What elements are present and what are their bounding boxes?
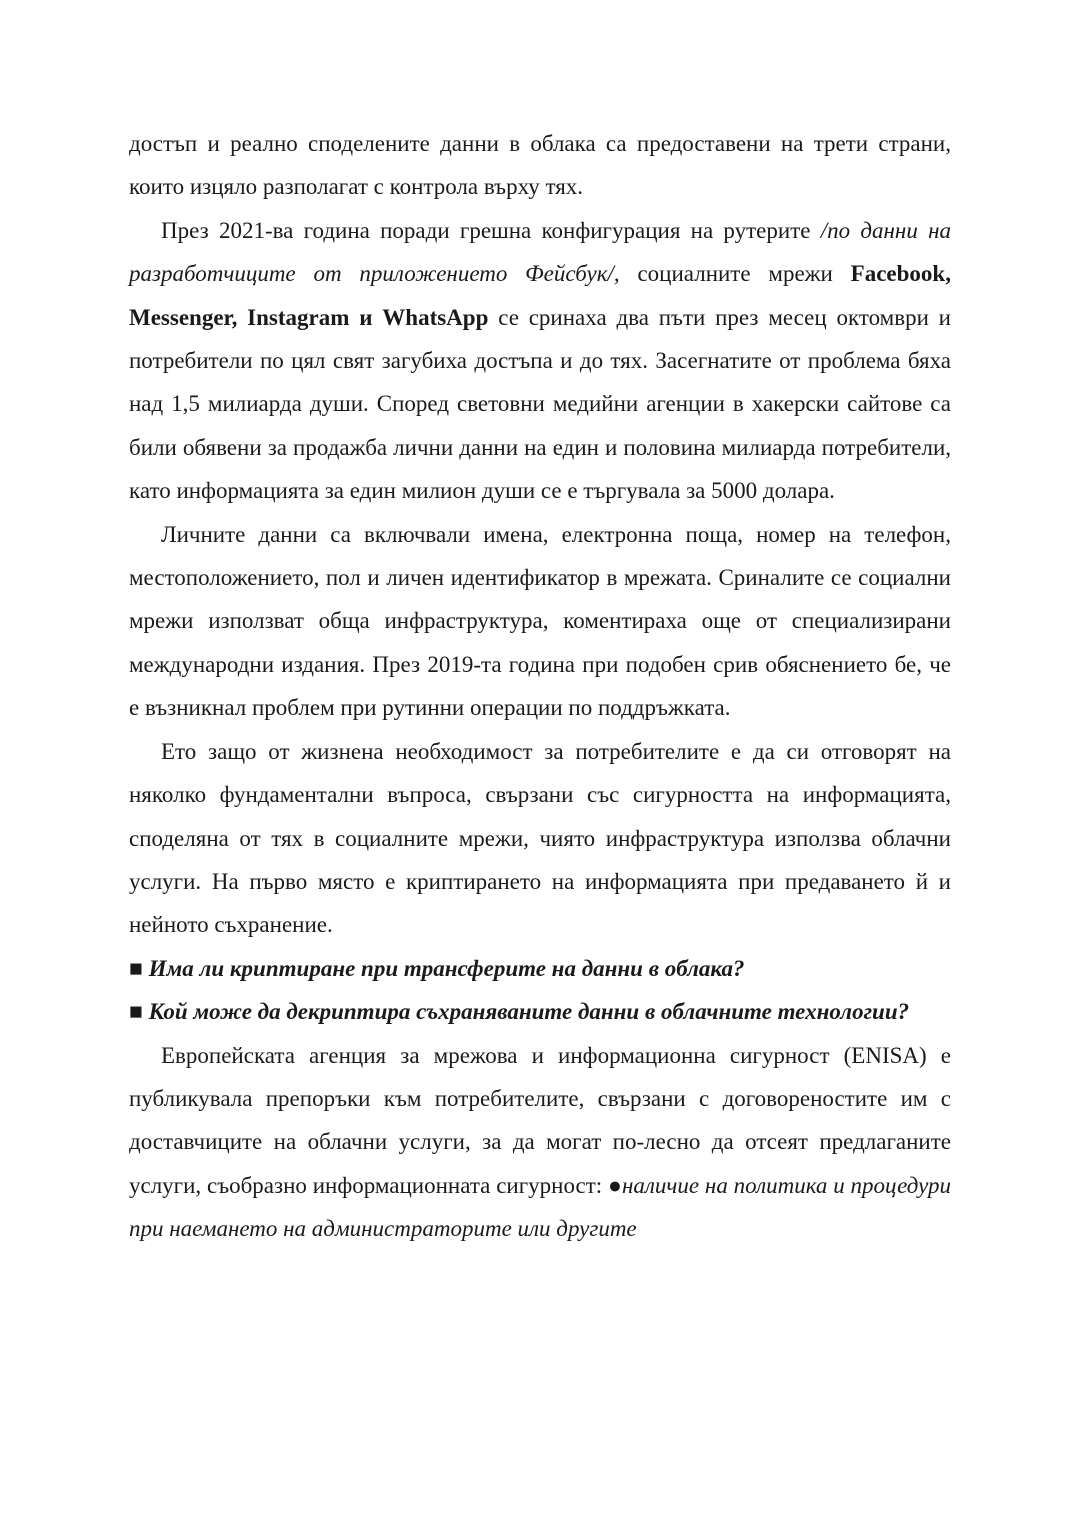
round-bullet-icon: ● — [608, 1172, 622, 1198]
outage-lead-text: През 2021-ва година поради грешна конфигурация на рутерите — [161, 217, 821, 243]
document-page — [129, 122, 951, 1251]
question-encryption-text: Има ли криптиране при трансферите на данни в облака? — [148, 955, 745, 981]
square-bullet-icon: ■ — [129, 999, 143, 1025]
paragraph-fundamental-questions: Ето защо от жизнена необходимост за потребителите е да си отговорят на няколко фундаментални въпроса, свързани със сигурността на информацията, споделяна от тях в социалните мрежи, чиято инфраструктура използва облачни услуги. На първо място е криптирането на информацията при предаването й и нейното съхранение. — [129, 738, 951, 938]
paragraph-enisa — [129, 1034, 951, 1251]
paragraph-cloud-access: достъп и реално споделените данни в облака са предоставени на трети страни, които изцяло разполагат с контрола върху тях. — [129, 131, 951, 200]
outage-mid-text: социалните мрежи — [619, 261, 851, 287]
paragraph-personal-data: Личните данни са включвали имена, електронна поща, номер на телефон, местоположението, пол и личен идентификатор в мрежата. Сриналите се социални мрежи използват обща инфраструктура, коментираха още от специализирани международни издания. През 2019-та година при подобен срив обяснението бе, че е възникнал проблем при рутинни операции по поддръжката. — [129, 521, 951, 721]
question-encryption — [129, 947, 951, 990]
developers-note: /по данни на разработчиците от приложението Фейсбук/, — [129, 217, 951, 287]
paragraph-2021-outage — [129, 209, 951, 513]
enisa-lead-text: Европейската агенция за мрежова и информационна сигурност (ENISA) е публикувала препоръки към потребителите, свързани с договореностите им с доставчиците на облачни услуги, за да могат по-лесно да отсеят предлаганите услуги, съобразно информационната сигурност: — [129, 1042, 951, 1198]
question-decryption-text: Кой може да декриптира съхраняваните данни в облачните технологии? — [148, 999, 910, 1025]
square-bullet-icon: ■ — [129, 955, 143, 981]
question-decryption — [129, 990, 951, 1033]
social-networks-names: Facebook, Messenger, Instagram и WhatsApp — [129, 261, 951, 330]
enisa-italic-tail: наличие на политика и процедури при наемането на администраторите или другите — [129, 1172, 951, 1242]
outage-rest-text: се сринаха два пъти през месец октомври и потребители по цял свят загубиха достъпа и до тях. Засегнатите от проблема бяха над 1,5 милиарда души. Според световни медийни агенции в хакерски сайтове са били обявени за продажба лични данни на един и половина милиарда потребители, като информацията за един милион души се е търгувала за 5000 долара. — [129, 304, 951, 504]
